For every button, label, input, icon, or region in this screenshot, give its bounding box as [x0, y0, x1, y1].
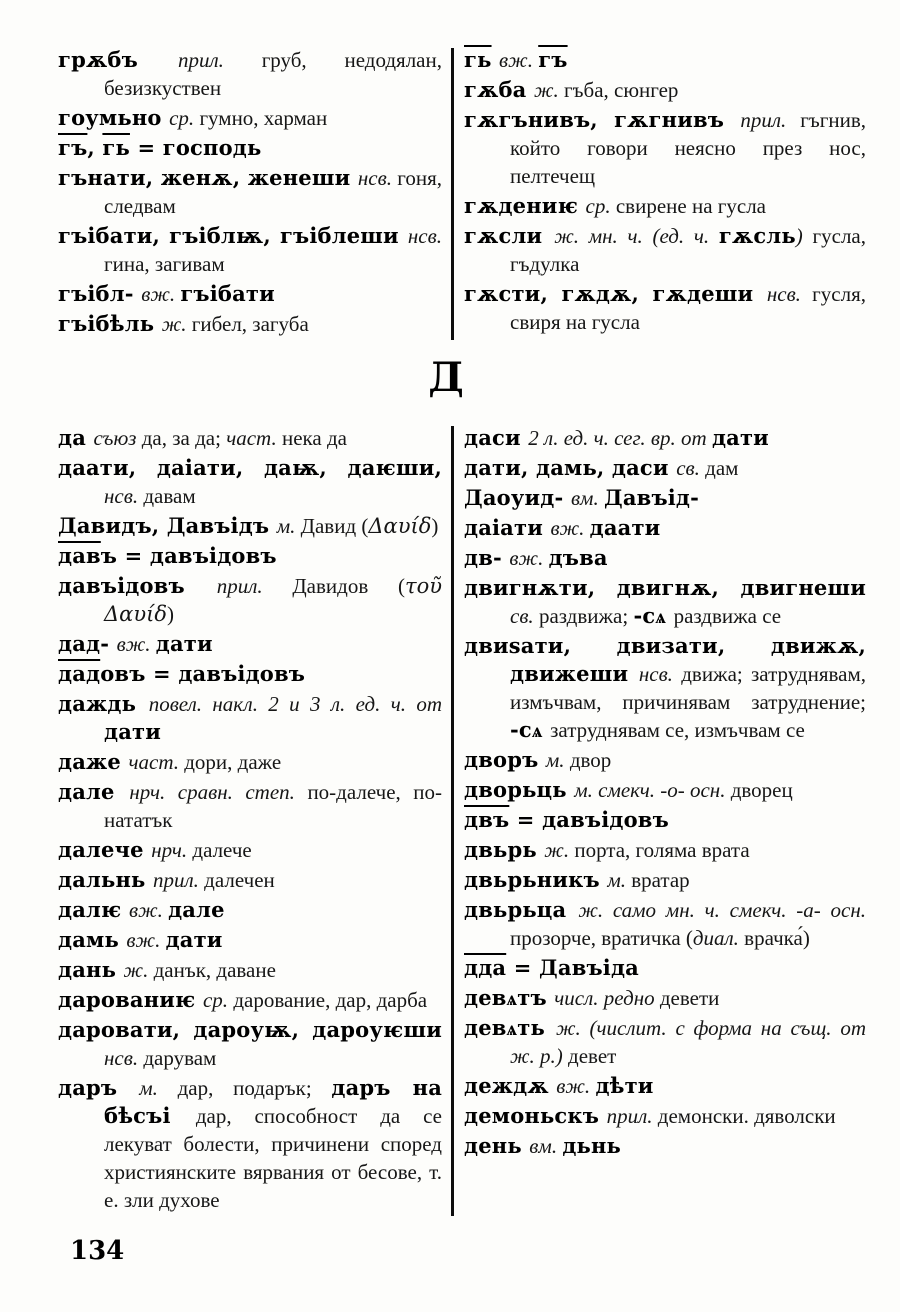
headword: далѥ: [58, 897, 129, 922]
headword: дале: [168, 897, 225, 922]
headword-titlo: гъ: [538, 47, 568, 72]
dictionary-entry: [464, 896, 866, 952]
definition-text: Давидов (: [292, 574, 405, 598]
grammar-label: нрч.: [151, 838, 193, 862]
grammar-label: част.: [226, 426, 282, 450]
headword: = Давъіда: [506, 955, 639, 980]
grammar-label: ж. (числит. с форма на същ. от ж. р.): [510, 1016, 866, 1068]
definition-text: врачка́): [744, 926, 810, 950]
headword: ,: [87, 135, 103, 160]
grammar-label: вж.: [141, 282, 181, 306]
definition-text: дори, даже: [184, 750, 282, 774]
headword: ъ = давъідовъ: [100, 543, 277, 568]
definition-text: порта, голяма врата: [574, 838, 750, 862]
grammar-label: вж.: [116, 632, 156, 656]
grammar-label: диал.: [692, 926, 745, 950]
dictionary-entry: [58, 660, 442, 688]
headword-titlo: гь: [464, 47, 492, 72]
definition-text: груб, недодялан, безизкуствен: [104, 48, 442, 100]
headword: гѫсль: [718, 223, 796, 248]
dictionary-entry: [58, 866, 442, 894]
headword: дв-: [464, 545, 510, 570]
grammar-label: прил.: [153, 868, 205, 892]
grammar-label: вж.: [556, 1074, 596, 1098]
dictionary-entry: [58, 454, 442, 510]
headword: гъібати, гъіблѭ, гъіблеши: [58, 223, 408, 248]
headword: даровати, дароуѭ, дароуѥши: [58, 1017, 442, 1042]
headword: дати: [711, 425, 769, 450]
definition-text: прозорче, вратичка (: [510, 926, 693, 950]
definition-text: да, за да;: [141, 426, 227, 450]
dictionary-entry: [464, 454, 866, 482]
definition-text: гина, загивам: [104, 252, 225, 276]
headword: Давъід-: [603, 485, 700, 510]
grammar-label: ж.: [534, 78, 565, 102]
definition-text: дар, подарък;: [177, 1076, 332, 1100]
headword: девѧть: [464, 1015, 556, 1040]
grammar-label: прил.: [740, 108, 801, 132]
definition-text: гибел, загуба: [191, 312, 309, 336]
headword: гъібѣль: [58, 311, 162, 336]
headword: двьрьца: [464, 897, 579, 922]
headword: даіати: [464, 515, 551, 540]
headword: даръ на бѣсъі: [104, 1075, 443, 1128]
definition-text: демонски. дяволски: [657, 1104, 836, 1128]
definition-text: раздвижа;: [538, 604, 634, 628]
headword: гѫба: [464, 77, 534, 102]
definition-text: по-далече, по-нататък: [104, 780, 443, 832]
dictionary-entry: [464, 1132, 866, 1160]
grammar-label: нсв.: [407, 224, 442, 248]
dictionary-entry: [464, 484, 866, 512]
definition-text: дар, способност да се лекуват болести, причинени според християнските вярвания от бесове, т. е. зли духове: [104, 1104, 442, 1212]
definition-text: гусля, свиря на гусла: [510, 282, 866, 334]
definition-text: гусла, гъдулка: [510, 224, 866, 276]
dictionary-entry: [464, 424, 866, 452]
definition-text: раздвижа се: [673, 604, 782, 628]
headword: дворъ: [464, 747, 546, 772]
dictionary-entry: [58, 280, 442, 308]
headword: дати: [165, 927, 223, 952]
dictionary-entry: [58, 778, 442, 834]
headword: даждь: [58, 691, 149, 716]
greek-text: Δαυίδ: [368, 514, 432, 538]
dictionary-entry: [58, 748, 442, 776]
headword-titlo: дад: [58, 661, 101, 686]
grammar-label: прил.: [606, 1104, 658, 1128]
headword: Даоуид-: [464, 485, 571, 510]
dictionary-entry: [464, 776, 866, 804]
headword: дворьць: [464, 777, 575, 802]
dictionary-entry: [464, 746, 866, 774]
headword: двигнѫти, двигнѫ, двигнеши: [464, 575, 866, 600]
headword: гоумьно: [58, 105, 170, 130]
dictionary-entry: [58, 926, 442, 954]
dictionary-entry: [464, 222, 866, 278]
grammar-label: част.: [128, 750, 185, 774]
dictionary-entry: [58, 1016, 442, 1072]
headword-titlo: гъ: [58, 135, 88, 160]
dictionary-entry: [58, 896, 442, 924]
grammar-label: вж.: [126, 928, 166, 952]
dictionary-entry: [464, 280, 866, 336]
headword: двьрьникъ: [464, 867, 608, 892]
grammar-label: ж. само мн. ч. смекч. -а- осн.: [578, 898, 867, 922]
definition-text: движа; затруднявам, измъчвам, причинявам затруднение;: [510, 662, 866, 714]
grammar-label: 2 л. ед. ч. сег. вр. от: [528, 426, 712, 450]
dictionary-entry: [464, 806, 866, 834]
grammar-label: м. смекч. -о- осн.: [574, 778, 731, 802]
definition-text: данък, даване: [153, 958, 276, 982]
g-left-column: [58, 46, 442, 340]
definition-text: дарувам: [143, 1046, 217, 1070]
dictionary-entry: [464, 954, 866, 982]
dictionary-entry: [58, 46, 442, 102]
dictionary-entry: [464, 1072, 866, 1100]
grammar-label: нрч. сравн. степ.: [129, 780, 308, 804]
headword: овъ = давъідовъ: [100, 661, 306, 686]
dictionary-entry: [58, 310, 442, 338]
definition-text: давам: [143, 484, 196, 508]
page-number: 134: [70, 1236, 125, 1266]
column-divider: [451, 48, 454, 340]
grammar-label: св.: [676, 456, 706, 480]
greek-text: τοῦ Δαυίδ: [104, 574, 442, 626]
headword: = давъідовъ: [509, 807, 669, 832]
headword: двиѕати, двизати, движѫ, движеши: [464, 633, 866, 686]
headword: дале: [58, 779, 130, 804]
dictionary-entry: [464, 106, 866, 190]
grammar-label: м.: [545, 748, 570, 772]
grammar-label: прил.: [177, 48, 262, 72]
definition-text: затруднявам се, измъчвам се: [550, 718, 805, 742]
grammar-label: ж.: [123, 958, 154, 982]
definition-text: девети: [659, 986, 720, 1010]
dictionary-entry: [58, 424, 442, 452]
headword: двьрь: [464, 837, 545, 862]
dictionary-entry: [58, 956, 442, 984]
dictionary-entry: [58, 836, 442, 864]
headword-titlo: гь: [102, 135, 130, 160]
headword: Давидъ, Давъідъ: [58, 513, 277, 538]
headword: день: [464, 1133, 530, 1158]
headword: гѫгънивъ, гѫгнивъ: [464, 107, 741, 132]
dictionary-entry: [464, 836, 866, 864]
dictionary-entry: [58, 134, 442, 162]
definition-text: дарование, дар, дарба: [233, 988, 428, 1012]
definition-text: гумно, харман: [199, 106, 328, 130]
headword: дальнь: [58, 867, 153, 892]
definition-text: гъгнив, който говори неясно през нос, пелтечещ: [510, 108, 866, 188]
headword: дѣти: [595, 1073, 654, 1098]
definition-text: нека да: [281, 426, 347, 450]
headword: грѫбъ: [58, 47, 178, 72]
definition-text: далечен: [204, 868, 275, 892]
dictionary-entry: [58, 512, 442, 540]
headword-titlo: двъ: [464, 807, 510, 832]
headword: дати: [155, 631, 213, 656]
grammar-label: м.: [276, 514, 301, 538]
headword: дань: [58, 957, 124, 982]
headword: даси: [464, 425, 529, 450]
grammar-label: прил.: [216, 574, 293, 598]
grammar-label: ж.: [544, 838, 575, 862]
grammar-label: ср.: [169, 106, 200, 130]
definition-text: гоня, следвам: [104, 166, 442, 218]
headword: гъібл-: [58, 281, 142, 306]
definition-text: далече: [192, 838, 252, 862]
g-right-column: [464, 46, 866, 340]
dictionary-entry: [464, 514, 866, 542]
dictionary-entry: [464, 192, 866, 220]
headword: даати, даіати, даѭ, даѥши,: [58, 455, 442, 480]
headword: гъібати: [180, 281, 275, 306]
definition-text: дам: [705, 456, 739, 480]
d-right-column: [464, 424, 866, 1216]
headword: = господь: [129, 135, 262, 160]
grammar-label: вж.: [499, 48, 539, 72]
headword-titlo: дда: [464, 955, 507, 980]
headword: гѫдениѥ: [464, 193, 586, 218]
headword: деждѫ: [464, 1073, 557, 1098]
dictionary-entry: [58, 104, 442, 132]
grammar-label: м.: [607, 868, 632, 892]
dictionary-entry: [58, 630, 442, 658]
dictionary-entry: [464, 1014, 866, 1070]
definition-text: девет: [568, 1044, 617, 1068]
headword: гѫсли: [464, 223, 555, 248]
grammar-label: нсв.: [104, 1046, 144, 1070]
dictionary-entry: [464, 866, 866, 894]
headword: дати: [104, 719, 161, 744]
grammar-label: ср.: [202, 988, 234, 1012]
definition-text: вратар: [631, 868, 690, 892]
headword: -сѧ: [510, 717, 551, 742]
section-g: [58, 46, 874, 340]
grammar-label: вж.: [550, 516, 590, 540]
headword: дад-: [58, 631, 117, 656]
headword: дати, дамь, даси: [464, 455, 677, 480]
grammar-label: ср.: [585, 194, 616, 218]
page-spread: [58, 46, 874, 1216]
grammar-label: нсв.: [357, 166, 398, 190]
definition-text: гъба, сюнгер: [564, 78, 679, 102]
column-divider: [451, 426, 454, 1216]
dictionary-entry: [464, 544, 866, 572]
dictionary-entry: [58, 572, 442, 628]
section-heading-d: Д: [428, 354, 464, 401]
dictionary-entry: [464, 632, 866, 744]
dictionary-entry: [464, 1102, 866, 1130]
grammar-label: числ. редно: [554, 986, 660, 1010]
headword: давъідовъ: [58, 573, 217, 598]
dictionary-entry: [58, 690, 442, 746]
dictionary-entry: [58, 542, 442, 570]
grammar-label: вж.: [128, 898, 169, 922]
headword: -сѧ: [633, 603, 674, 628]
dictionary-entry: [464, 984, 866, 1012]
headword: даже: [58, 749, 129, 774]
headword: девѧтъ: [464, 985, 555, 1010]
section-d: [58, 424, 874, 1216]
grammar-label: нсв.: [104, 484, 144, 508]
definition-text: Давид (: [300, 514, 369, 538]
definition-text: ): [431, 514, 439, 538]
dictionary-entry: [464, 76, 866, 104]
dictionary-entry: [464, 574, 866, 630]
headword: демоньскъ: [464, 1103, 607, 1128]
headword: дьнь: [562, 1133, 622, 1158]
definition-text: двор: [569, 748, 612, 772]
headword: дъва: [548, 545, 608, 570]
headword: дарованиѥ: [58, 987, 203, 1012]
headword: да: [58, 425, 94, 450]
dictionary-entry: [58, 1074, 442, 1214]
grammar-label: нсв.: [766, 282, 813, 306]
headword: гънати, женѫ, женеши: [58, 165, 358, 190]
dictionary-entry: [58, 222, 442, 278]
headword-titlo: дав: [58, 543, 101, 568]
definition-text: дворец: [730, 778, 793, 802]
grammar-label: вм.: [529, 1134, 563, 1158]
definition-text: ): [167, 602, 174, 626]
dictionary-entry: [464, 46, 866, 74]
grammar-label: съюз: [93, 426, 142, 450]
grammar-label: св.: [510, 604, 539, 628]
grammar-label: повел. накл. 2 и 3 л. ед. ч. от: [148, 692, 442, 716]
grammar-label: вж.: [509, 546, 549, 570]
headword: далече: [58, 837, 152, 862]
headword: даати: [589, 515, 661, 540]
headword: гѫсти, гѫдѫ, гѫдеши: [464, 281, 767, 306]
headword: дамь: [58, 927, 127, 952]
grammar-label: ): [795, 224, 813, 248]
grammar-label: вм.: [570, 486, 604, 510]
definition-text: свирене на гусла: [615, 194, 767, 218]
grammar-label: нсв.: [638, 662, 682, 686]
grammar-label: ж.: [161, 312, 192, 336]
headword: даръ: [58, 1075, 140, 1100]
headword: [492, 47, 500, 72]
grammar-label: м.: [139, 1076, 178, 1100]
grammar-label: ж. мн. ч. (ед. ч.: [554, 224, 719, 248]
dictionary-entry: [58, 986, 442, 1014]
dictionary-entry: [58, 164, 442, 220]
d-left-column: [58, 424, 442, 1216]
